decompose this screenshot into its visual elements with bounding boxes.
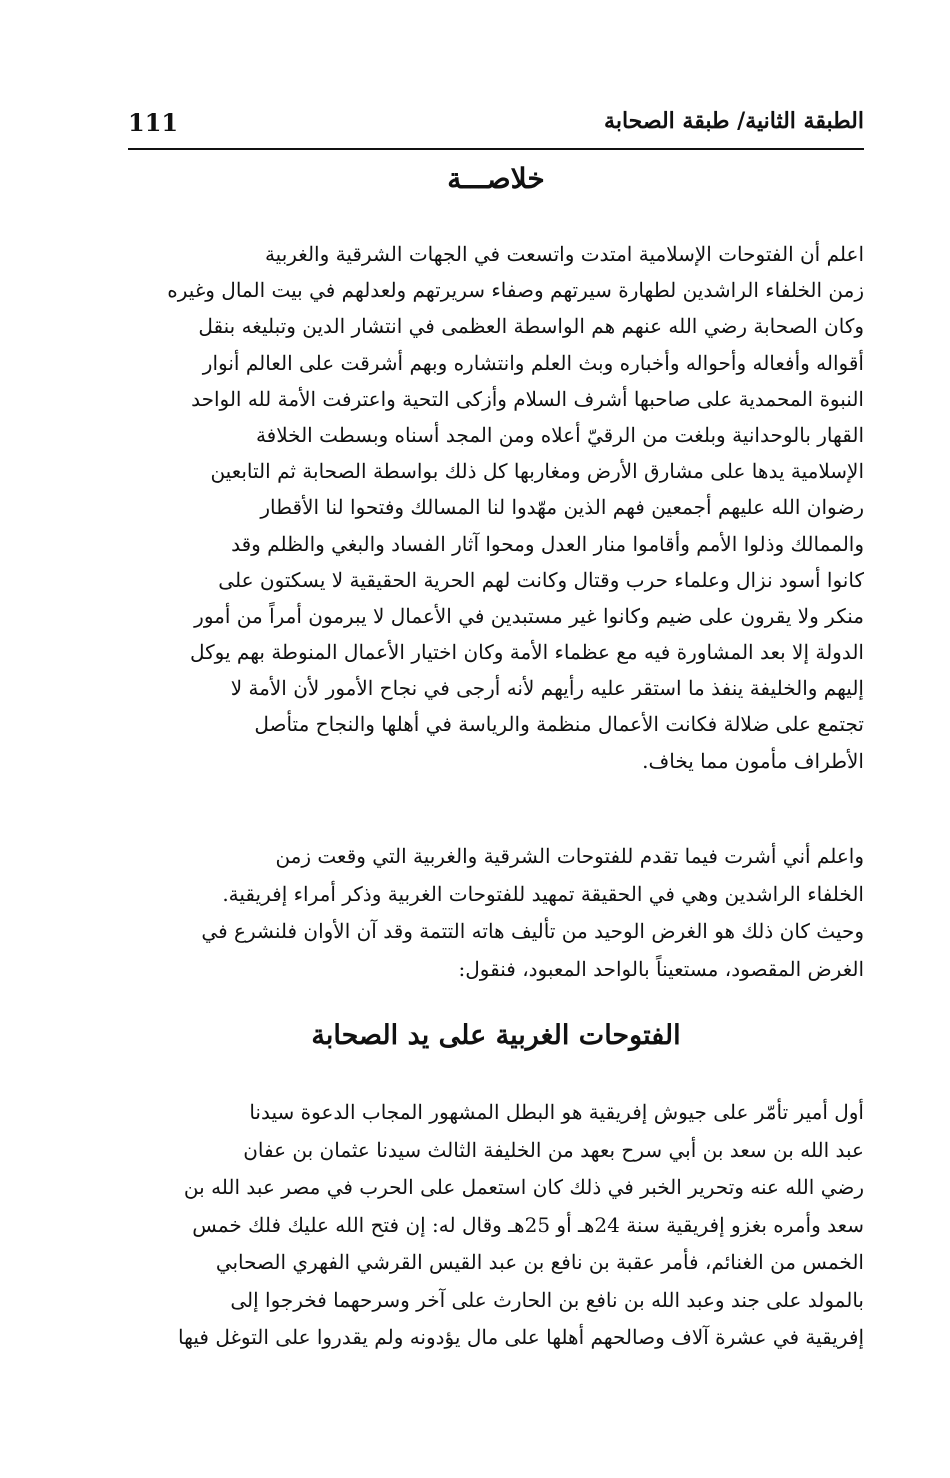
text-line: والممالك وذلوا الأمم وأقاموا منار العدل ومحوا آثار الفساد والبغي والظلم وقد — [231, 531, 864, 556]
text-line: زمن الخلفاء الراشدين لطهارة سيرتهم وصفاء سريرتهم ولعدلهم في بيت المال وغيره — [167, 278, 864, 303]
text-line: وحيث كان ذلك هو الغرض الوحيد من تأليف هاته التتمة وقد آن الأوان فلنشرع في — [201, 919, 864, 943]
text-line: عبد الله بن سعد بن أبي سرح بعهد من الخليفة الثالث سيدنا عثمان بن عفان — [243, 1137, 864, 1162]
text-line: تجتمع على ضلالة فكانت الأعمال منظمة والرياسة في أهلها والنجاح متأصل — [254, 712, 864, 737]
text-line: الأطراف مأمون مما يخاف. — [642, 748, 864, 773]
text-line: اعلم أن الفتوحات الإسلامية امتدت واتسعت في الجهات الشرقية والغربية — [264, 242, 864, 266]
text-line: النبوة المحمدية على صاحبها أشرف السلام وأزكى التحية واعترفت الأمة لله الواحد — [191, 386, 864, 411]
paragraph-summary-2 — [128, 838, 864, 988]
text-line: كانوا أسود نزال وعلماء حرب وقتال وكانت لهم الحرية الحقيقية لا يسكتون على — [218, 567, 864, 592]
text-line: أقواله وأفعاله وأحواله وأخباره وبث العلم وانتشاره وبهم أشرقت على العالم أنوار — [202, 350, 864, 375]
page-number: 111 — [128, 108, 179, 137]
text-line: وكان الصحابة رضي الله عنهم هم الواسطة العظمى في انتشار الدين وتبليغه بنقل — [198, 314, 864, 339]
text-line: الغرض المقصود، مستعيناً بالواحد المعبود، فنقول: — [458, 956, 864, 981]
text-line: أول أمير تأمّر على جيوش إفريقية هو البطل المشهور المجاب الدعوة سيدنا — [249, 1100, 864, 1124]
text-line: منكر ولا يقرون على ضيم وكانوا غير مستبدين في الأعمال لا يبرمون أمراً من أمور — [194, 603, 864, 628]
text-line: الخلفاء الراشدين وهي في الحقيقة تمهيد للفتوحات الغربية وذكر أمراء إفريقية. — [222, 881, 864, 906]
running-head: الطبقة الثانية/ طبقة الصحابة — [604, 108, 864, 134]
text-line: الإسلامية يدها على مشارق الأرض ومغاربها كل ذلك بواسطة الصحابة ثم التابعين — [210, 459, 864, 484]
text-line: رضي الله عنه وتحرير الخبر في ذلك كان استعمل على الحرب في مصر عبد الله بن — [183, 1175, 864, 1199]
paragraph-summary-1 — [128, 236, 864, 779]
text-line: رضوان الله عليهم أجمعين فهم الذين مهّدوا لنا المسالك وفتحوا لنا الأقطار — [260, 495, 864, 520]
page-header — [128, 104, 864, 150]
paragraph-western-conquests-1 — [128, 1094, 864, 1357]
text-line: بالمولد على جند وعبد الله بن نافع بن الحارث على آخر وسرحهما فخرجوا إلى — [230, 1287, 864, 1312]
text-line: إفريقية في عشرة آلاف وصالحهم أهلها على مال يؤدونه ولم يقدروا على التوغل فيها — [178, 1325, 864, 1349]
section-title-summary: خلاصـــة — [447, 162, 545, 195]
text-line: الخمس من الغنائم، فأمر عقبة بن نافع بن عبد القيس القرشي الفهري الصحابي — [215, 1250, 864, 1274]
section-title-western-conquests: الفتوحات الغربية على يد الصحابة — [311, 1020, 681, 1051]
text-line: واعلم أني أشرت فيما تقدم للفتوحات الشرقية والغربية التي وقعت زمن — [275, 844, 864, 868]
text-line: القهار بالوحدانية وبلغت من الرقيّ أعلاه ومن المجد أسناه وبسطت الخلافة — [255, 422, 864, 447]
text-line: الدولة إلا بعد المشاورة فيه مع عظماء الأمة وكان اختيار الأعمال المنوطة بهم يوكل — [189, 640, 864, 665]
text-line: سعد وأمره بغزو إفريقية سنة 24هـ أو 25هـ وقال له: إن فتح الله عليك فلك خمس — [192, 1212, 864, 1237]
text-line: إليهم والخليفة ينفذ ما استقر عليه رأيهم لأنه أرجى في نجاح الأمور لأن الأمة لا — [230, 676, 864, 701]
